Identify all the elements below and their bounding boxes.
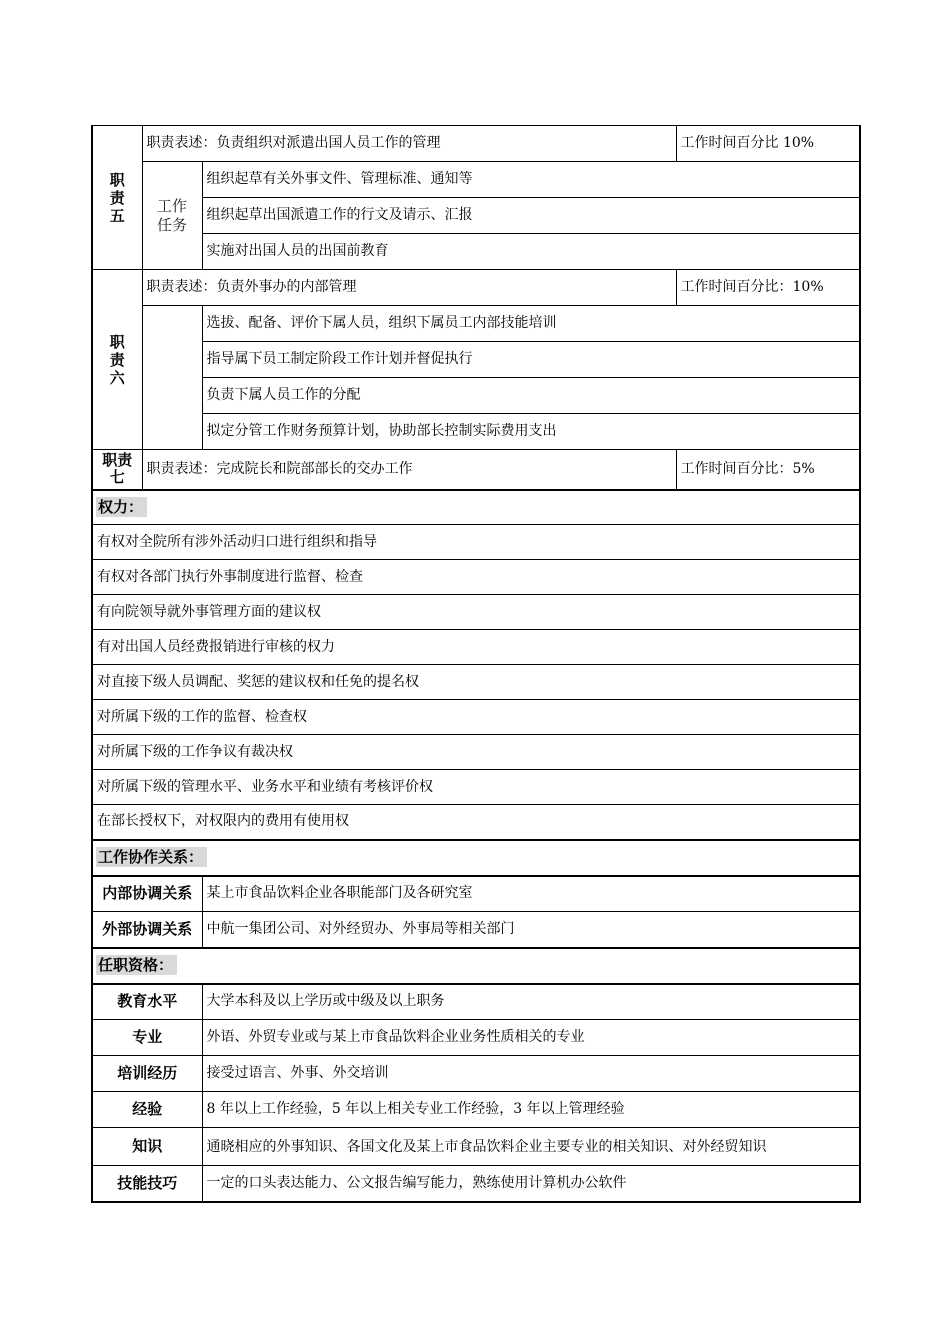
duty5-desc: 职责表述：负责组织对派遣出国人员工作的管理 bbox=[142, 126, 676, 162]
qualification-label: 教育水平 bbox=[92, 984, 202, 1020]
duty5-label: 职责五 bbox=[92, 126, 142, 270]
qualification-value: 一定的口头表达能力、公文报告编写能力，熟练使用计算机办公软件 bbox=[202, 1166, 860, 1202]
duty6-task: 指导属下员工制定阶段工作计划并督促执行 bbox=[202, 342, 860, 378]
task-row bbox=[92, 306, 860, 342]
power-item: 对所属下级的工作的监督、检查权 bbox=[92, 700, 860, 735]
qualification-label: 知识 bbox=[92, 1128, 202, 1166]
duty5-pct: 工作时间百分比 10% bbox=[676, 126, 860, 162]
qualification-title: 任职资格： bbox=[92, 948, 860, 984]
duty7-desc-row bbox=[92, 450, 860, 490]
power-item: 有对出国人员经费报销进行审核的权力 bbox=[92, 630, 860, 665]
duty6-task: 选拔、配备、评价下属人员，组织下属员工内部技能培训 bbox=[202, 306, 860, 342]
qualification-row bbox=[92, 1166, 860, 1202]
qualification-row bbox=[92, 984, 860, 1020]
power-item: 对直接下级人员调配、奖惩的建议权和任免的提名权 bbox=[92, 665, 860, 700]
job-description-page bbox=[91, 125, 859, 1203]
power-row bbox=[92, 560, 860, 595]
cooperation-value: 中航一集团公司、对外经贸办、外事局等相关部门 bbox=[202, 912, 860, 948]
power-row bbox=[92, 700, 860, 735]
power-item: 有权对全院所有涉外活动归口进行组织和指导 bbox=[92, 525, 860, 560]
task-row bbox=[92, 198, 860, 234]
qualification-label: 培训经历 bbox=[92, 1056, 202, 1092]
task-row bbox=[92, 162, 860, 198]
task-row bbox=[92, 414, 860, 450]
cooperation-section-row bbox=[92, 840, 860, 876]
power-row bbox=[92, 770, 860, 805]
duty7-label: 职责七 bbox=[92, 450, 142, 490]
duty6-desc: 职责表述：负责外事办的内部管理 bbox=[142, 270, 676, 306]
qualification-value: 大学本科及以上学历或中级及以上职务 bbox=[202, 984, 860, 1020]
duty7-desc: 职责表述：完成院长和院部部长的交办工作 bbox=[142, 450, 676, 490]
power-row bbox=[92, 595, 860, 630]
qualification-value: 接受过语言、外事、外交培训 bbox=[202, 1056, 860, 1092]
power-item: 对所属下级的工作争议有裁决权 bbox=[92, 735, 860, 770]
duty6-label: 职责六 bbox=[92, 270, 142, 450]
qualification-row bbox=[92, 1020, 860, 1056]
duty7-pct: 工作时间百分比：5% bbox=[676, 450, 860, 490]
power-row bbox=[92, 525, 860, 560]
qualification-value: 8 年以上工作经验，5 年以上相关专业工作经验，3 年以上管理经验 bbox=[202, 1092, 860, 1128]
power-item: 有权对各部门执行外事制度进行监督、检查 bbox=[92, 560, 860, 595]
duty6-task: 负责下属人员工作的分配 bbox=[202, 378, 860, 414]
power-item: 有向院领导就外事管理方面的建议权 bbox=[92, 595, 860, 630]
duty5-tasks-label: 工作任务 bbox=[142, 162, 202, 270]
duty5-task: 实施对出国人员的出国前教育 bbox=[202, 234, 860, 270]
cooperation-row bbox=[92, 912, 860, 948]
duty6-tasks-label bbox=[142, 306, 202, 450]
cooperation-value: 某上市食品饮料企业各职能部门及各研究室 bbox=[202, 876, 860, 912]
duty5-task: 组织起草有关外事文件、管理标准、通知等 bbox=[202, 162, 860, 198]
duty6-desc-row bbox=[92, 270, 860, 306]
qualification-label: 经验 bbox=[92, 1092, 202, 1128]
cooperation-label: 内部协调关系 bbox=[92, 876, 202, 912]
power-row bbox=[92, 665, 860, 700]
power-row bbox=[92, 630, 860, 665]
qualification-row bbox=[92, 1056, 860, 1092]
qualification-label: 技能技巧 bbox=[92, 1166, 202, 1202]
cooperation-row bbox=[92, 876, 860, 912]
power-row bbox=[92, 735, 860, 770]
power-item: 对所属下级的管理水平、业务水平和业绩有考核评价权 bbox=[92, 770, 860, 805]
qualification-section-row bbox=[92, 948, 860, 984]
job-description-table bbox=[91, 125, 861, 1203]
duty6-task: 拟定分管工作财务预算计划，协助部长控制实际费用支出 bbox=[202, 414, 860, 450]
task-row bbox=[92, 234, 860, 270]
power-section-row bbox=[92, 490, 860, 525]
task-row bbox=[92, 342, 860, 378]
cooperation-label: 外部协调关系 bbox=[92, 912, 202, 948]
duty5-task: 组织起草出国派遣工作的行文及请示、汇报 bbox=[202, 198, 860, 234]
qualification-label: 专业 bbox=[92, 1020, 202, 1056]
qualification-row bbox=[92, 1128, 860, 1166]
cooperation-title: 工作协作关系： bbox=[92, 840, 860, 876]
power-title: 权力： bbox=[92, 490, 860, 525]
task-row bbox=[92, 378, 860, 414]
duty5-desc-row bbox=[92, 126, 860, 162]
qualification-row bbox=[92, 1092, 860, 1128]
power-item: 在部长授权下，对权限内的费用有使用权 bbox=[92, 805, 860, 840]
power-row bbox=[92, 805, 860, 840]
qualification-value: 通晓相应的外事知识、各国文化及某上市食品饮料企业主要专业的相关知识、对外经贸知识 bbox=[202, 1128, 860, 1166]
qualification-value: 外语、外贸专业或与某上市食品饮料企业业务性质相关的专业 bbox=[202, 1020, 860, 1056]
duty6-pct: 工作时间百分比：10% bbox=[676, 270, 860, 306]
